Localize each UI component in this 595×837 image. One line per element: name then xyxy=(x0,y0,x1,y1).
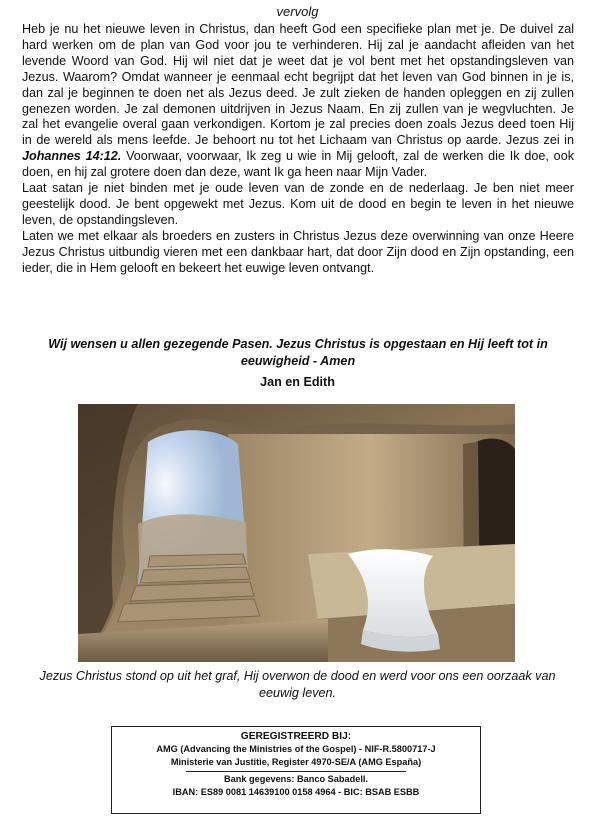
registration-divider xyxy=(186,771,406,772)
bank-details: Bank gegevens: Banco Sabadell. xyxy=(224,774,368,785)
paragraph-1 xyxy=(22,22,574,181)
registration-box xyxy=(111,726,481,814)
empty-tomb-image xyxy=(78,404,515,662)
paragraph-1-quote: Voorwaar, voorwaar, Ik zeg u wie in Mij gelooft, zal de werken die Ik doe, ook doen, en hij zal grotere doen dan deze, want Ik ga heen naar Mijn Vader. xyxy=(22,149,574,180)
paragraph-2: Laat satan je niet binden met je oude leven van de zonde en de nederlaag. Je ben niet meer geestelijk dood. Je bent opgewekt met Jezus. Kom uit de dood en begin te leven in het nieuwe leven, de opstandingsleven. xyxy=(22,181,574,227)
registration-title: GEREGISTREERD BIJ: xyxy=(240,731,352,742)
paragraph-1-text: Heb je nu het nieuwe leven in Christus, dan heeft God een specifieke plan met je. De duivel zal hard werken om de plan van God voor jou te verhinderen. Hij zal je aandacht afleiden van het levende Woord van God. Hij wil niet dat je weet dat je vol bent met het opstandingsleven van Jezus. Waarom? Omdat wanneer je eenmaal echt begrijpt dat het leven van God binnen in je is, dan zal je beginnen te doen net als Jezus deed. Je zult zieken de handen opleggen en zij zullen genezen worden. Je zal demonen uitdrijven in Jezus Naam. En zij zullen van je wegvluchten. Je zal het evangelie overal gaan verkondigen. Kortom je zal precies doen zoals Jezus deed toen Hij in de wereld als mens leefde. Je behoort nu tot het Lichaam van Christus op aarde. Jezus zei in xyxy=(22,22,574,148)
image-caption: Jezus Christus stond op uit het graf, Hij overwon de dood en werd voor ons een oorzaak van eeuwig leven. xyxy=(39,669,556,700)
paragraph-3: Laten we met elkaar als broeders en zusters in Christus Jezus deze overwinning van onze Heere Jezus Christus uitbundig vieren met een dankbaar hart, dat door Zijn dood en Zijn opstanding, een ieder, die in Hem gelooft en bekeert het euwige leven ontvangt. xyxy=(22,228,574,275)
article-body xyxy=(22,22,574,277)
scripture-reference: Johannes 14:12. xyxy=(22,149,122,164)
registration-ministry: Ministerie van Justitie, Register 4970-SE/A (AMG España) xyxy=(170,756,422,767)
registration-amg: AMG (Advancing the Ministries of the Gospel) - NIF-R.5800717-J xyxy=(156,744,436,755)
signature: Jan en Edith xyxy=(260,375,335,389)
iban-bic: IBAN: ES89 0081 14639100 0158 4964 - BIC: BSAB ESBB xyxy=(172,786,420,797)
easter-wish: Wij wensen u allen gezegende Pasen. Jezus Christus is opgestaan en Hij leeft tot in eeuwigheid - Amen xyxy=(48,337,548,368)
continued-label: vervolg xyxy=(276,4,319,19)
